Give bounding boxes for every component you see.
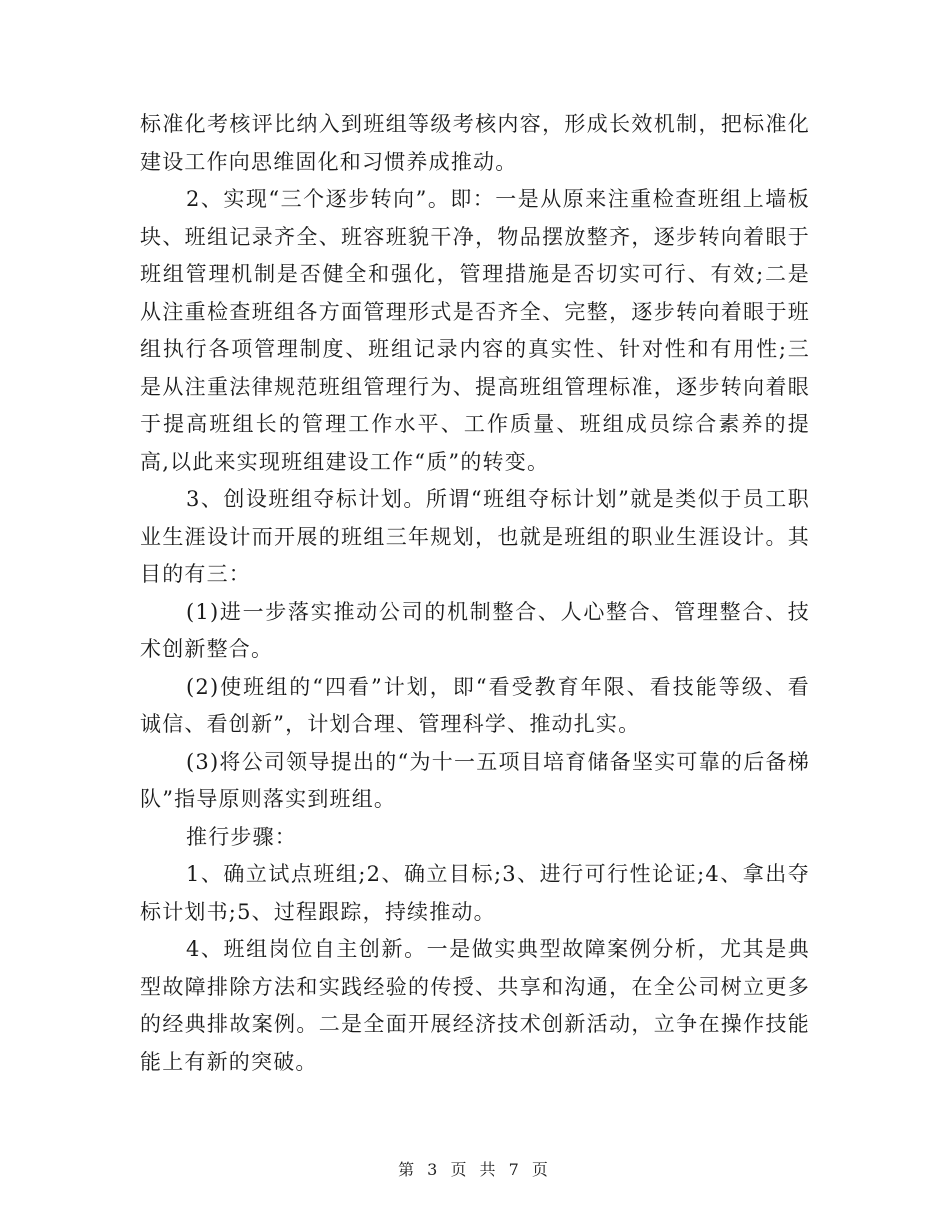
paragraph-steps-heading: 推行步骤： [186,824,297,849]
page-number-footer: 第 3 页 共 7 页 [398,1160,552,1179]
paragraph-steps-list: 1、确立试点班组;2、确立目标;3、进行可行性论证;4、拿出夺标计划书;5、过程跟踪，持续推动。 [140,862,810,924]
paragraph-item-4: 4、班组岗位自主创新。一是做实典型故障案例分析，尤其是典型故障排除方法和实践经验的传授、共享和沟通，在全公司树立更多的经典排故案例。二是全面开展经济技术创新活动，立争在操作技能能上有新的突破。 [140,937,810,1074]
paragraph-subitem-3: (3)将公司领导提出的“为十一五项目培育储备坚实可靠的后备梯队”指导原则落实到班组。 [140,749,810,811]
paragraph-subitem-2: (2)使班组的“四看”计划，即“看受教育年限、看技能等级、看诚信、看创新”，计划合理、管理科学、推动扎实。 [140,674,810,736]
paragraph-item-3: 3、创设班组夺标计划。所谓“班组夺标计划”就是类似于员工职业生涯设计而开展的班组三年规划，也就是班组的职业生涯设计。其目的有三： [140,487,810,586]
paragraph-continuation: 标准化考核评比纳入到班组等级考核内容，形成长效机制，把标准化建设工作向思维固化和习惯养成推动。 [140,112,810,174]
document-body [140,106,810,1081]
paragraph-subitem-1: (1)进一步落实推动公司的机制整合、人心整合、管理整合、技术创新整合。 [140,599,810,661]
paragraph-item-2: 2、实现“三个逐步转向”。即：一是从原来注重检查班组上墙板块、班组记录齐全、班容班貌干净，物品摆放整齐，逐步转向着眼于班组管理机制是否健全和强化，管理措施是否切实可行、有效;二是从注重检查班组各方面管理形式是否齐全、完整，逐步转向着眼于班组执行各项管理制度、班组记录内容的真实性、针对性和有用性;三是从注重法律规范班组管理行为、提高班组管理标准，逐步转向着眼于提高班组长的管理工作水平、工作质量、班组成员综合素养的提高,以此来实现班组建设工作“质”的转变。 [140,187,810,474]
